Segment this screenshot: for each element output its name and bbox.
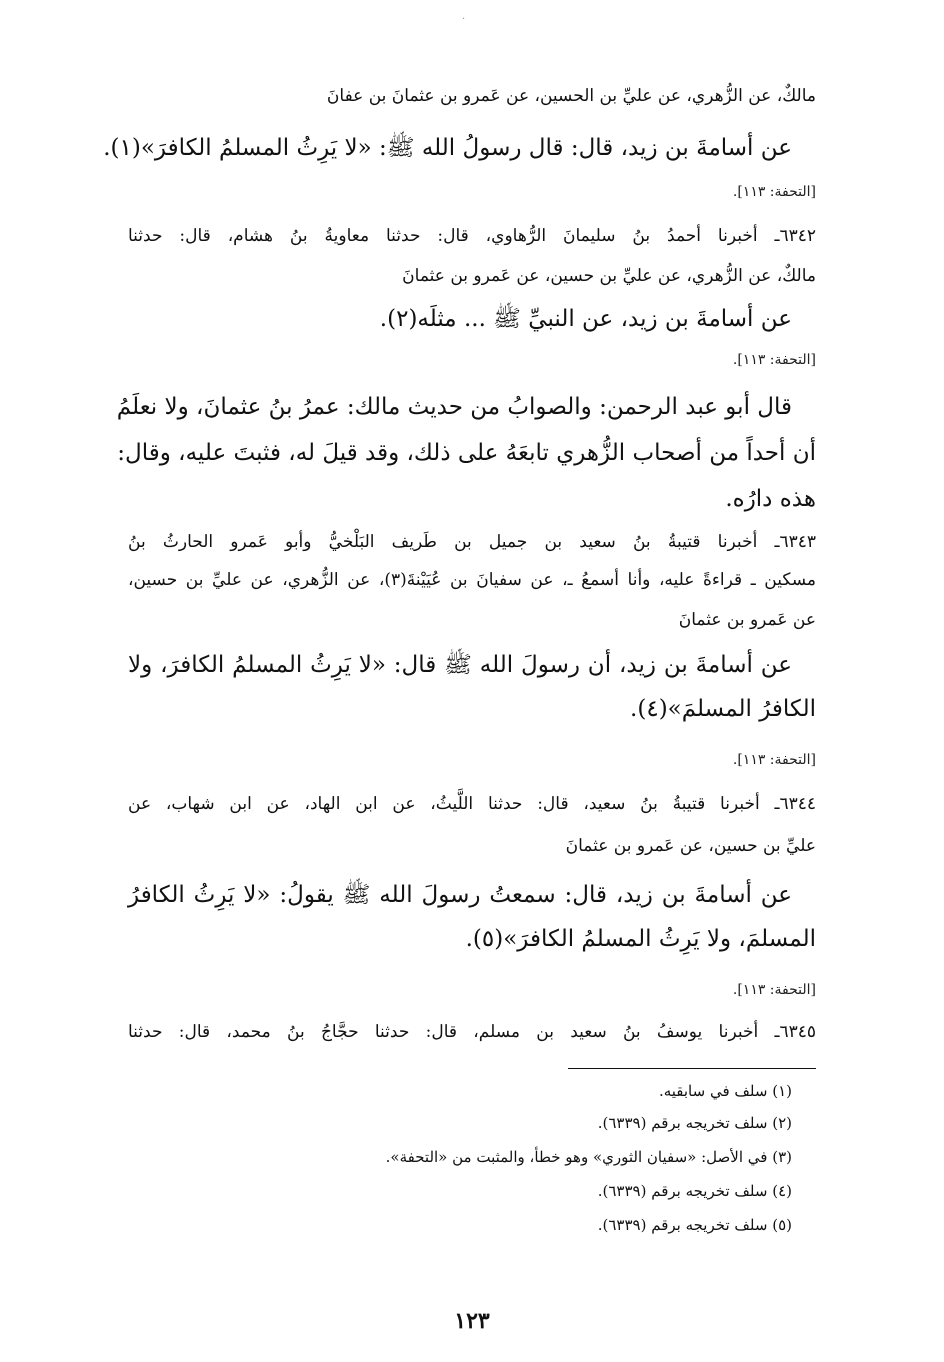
text-line: المسلمَ، ولا يَرِثُ المسلمُ الكافرَ»(٥). xyxy=(465,926,816,952)
text-line: مالكٌ، عن الزُّهري، عن عليِّ بن الحسين، عن عَمرو بن عثمانَ بن عفانَ xyxy=(326,86,816,106)
tuhfa-reference: [التحفة: ١١٣]. xyxy=(732,184,816,200)
text-line: عن أسامةَ بن زيد، أن رسولَ الله ﷺ قال: «لا يَرِثُ المسلمُ الكافرَ، ولا xyxy=(128,652,792,678)
hadith-heading-6343: ٦٣٤٣ـ أخبرنا قتيبةُ بنُ سعيد بن جميل بن طَريف البَلْخيُّ وأبو عَمرو الحارثُ بنُ xyxy=(128,532,816,552)
text-line: الكافرُ المسلمَ»(٤). xyxy=(630,696,816,722)
footnote: (١) سلف في سابقيه. xyxy=(658,1082,792,1100)
hadith-heading-6344: ٦٣٤٤ـ أخبرنا قتيبةُ بنُ سعيد، قال: حدثنا اللَّيثُ، عن ابن الهاد، عن ابن شهاب، عن xyxy=(128,794,816,814)
text-line: عن أسامةَ بن زيد، قال: سمعتُ رسولَ الله ﷺ يقولُ: «لا يَرِثُ الكافرُ xyxy=(128,882,792,908)
text-line: مسكين ـ قراءةً عليه، وأنا أسمعُ ـ، عن سفيانَ بن عُيَيْنةَ(٣)، عن الزُّهري، عن عليِّ بن حسين، xyxy=(128,570,816,590)
footnote: (٢) سلف تخريجه برقم (٦٣٣٩). xyxy=(597,1114,792,1132)
text-line: أن أحداً من أصحاب الزُّهري تابعَهُ على ذلك، وقد قيلَ له، فثبتَ عليه، وقال: xyxy=(117,440,816,466)
footnote: (٤) سلف تخريجه برقم (٦٣٣٩). xyxy=(597,1182,792,1200)
text-line: عن عَمرو بن عثمانَ xyxy=(678,610,816,630)
footnote-separator xyxy=(568,1068,816,1069)
text-line: قال أبو عبد الرحمن: والصوابُ من حديث مالك: عمرُ بنُ عثمانَ، ولا نعلَمُ xyxy=(116,394,792,420)
text-line: عن أسامةَ بن زيد، عن النبيِّ ﷺ ... مثلَه(٢). xyxy=(379,306,792,332)
page-number: ١٢٣ xyxy=(454,1308,490,1334)
text-line: مالكٌ، عن الزُّهري، عن عليِّ بن حسين، عن عَمرو بن عثمانَ xyxy=(402,266,816,286)
hadith-heading-6345: ٦٣٤٥ـ أخبرنا يوسفُ بنُ سعيد بن مسلم، قال: حدثنا حجَّاجُ بنُ محمد، قال: حدثنا xyxy=(128,1022,816,1042)
tuhfa-reference: [التحفة: ١١٣]. xyxy=(732,352,816,368)
footnote: (٣) في الأصل: «سفيان الثوري» وهو خطأ، والمثبت من «التحفة». xyxy=(385,1148,792,1166)
footnote: (٥) سلف تخريجه برقم (٦٣٣٩). xyxy=(597,1216,792,1234)
hadith-heading-6342: ٦٣٤٢ـ أخبرنا أحمدُ بنُ سليمانَ الرُّهاوي، قال: حدثنا معاويةُ بنُ هشام، قال: حدثنا xyxy=(128,226,816,246)
tuhfa-reference: [التحفة: ١١٣]. xyxy=(732,982,816,998)
text-line: عن أسامةَ بن زيد، قال: قال رسولُ الله ﷺ: «لا يَرِثُ المسلمُ الكافرَ»(١). xyxy=(103,135,792,161)
scan-mark: · xyxy=(462,14,466,25)
tuhfa-reference: [التحفة: ١١٣]. xyxy=(732,752,816,768)
text-line: عليِّ بن حسين، عن عَمرو بن عثمانَ xyxy=(565,836,816,856)
text-line: هذه دارُه. xyxy=(725,486,816,512)
